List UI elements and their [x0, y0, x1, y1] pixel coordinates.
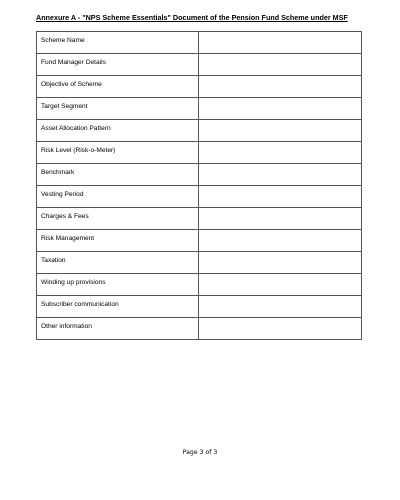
document-heading: Annexure A - "NPS Scheme Essentials" Document of the Pension Fund Scheme under MSF	[36, 13, 348, 22]
row-label: Fund Manager Details	[37, 54, 199, 76]
table-row	[37, 186, 362, 208]
row-label: Other information	[37, 318, 199, 340]
table-row	[37, 208, 362, 230]
row-value	[199, 186, 362, 208]
table-row	[37, 164, 362, 186]
table-row	[37, 98, 362, 120]
row-label: Benchmark	[37, 164, 199, 186]
row-value	[199, 76, 362, 98]
table-row	[37, 142, 362, 164]
row-value	[199, 318, 362, 340]
row-label: Risk Level (Risk-o-Meter)	[37, 142, 199, 164]
row-label: Winding up provisions	[37, 274, 199, 296]
row-label: Objective of Scheme	[37, 76, 199, 98]
row-value	[199, 252, 362, 274]
row-label: Vesting Period	[37, 186, 199, 208]
row-label: Target Segment	[37, 98, 199, 120]
row-label: Asset Allocation Pattern	[37, 120, 199, 142]
table-row	[37, 274, 362, 296]
row-value	[199, 296, 362, 318]
row-value	[199, 164, 362, 186]
row-label: Charges & Fees	[37, 208, 199, 230]
row-label: Subscriber communication	[37, 296, 199, 318]
table-row	[37, 296, 362, 318]
row-value	[199, 120, 362, 142]
row-label: Risk Management	[37, 230, 199, 252]
row-value	[199, 98, 362, 120]
scheme-essentials-table	[36, 31, 362, 340]
table-row	[37, 76, 362, 98]
row-value	[199, 208, 362, 230]
table-row	[37, 54, 362, 76]
table-row	[37, 230, 362, 252]
row-value	[199, 142, 362, 164]
table-row	[37, 318, 362, 340]
page-number-footer: Page 3 of 3	[182, 449, 218, 456]
table-row	[37, 252, 362, 274]
row-label: Taxation	[37, 252, 199, 274]
row-value	[199, 274, 362, 296]
table-row	[37, 120, 362, 142]
row-value	[199, 230, 362, 252]
row-label: Scheme Name	[37, 32, 199, 54]
row-value	[199, 32, 362, 54]
row-value	[199, 54, 362, 76]
table-row	[37, 32, 362, 54]
